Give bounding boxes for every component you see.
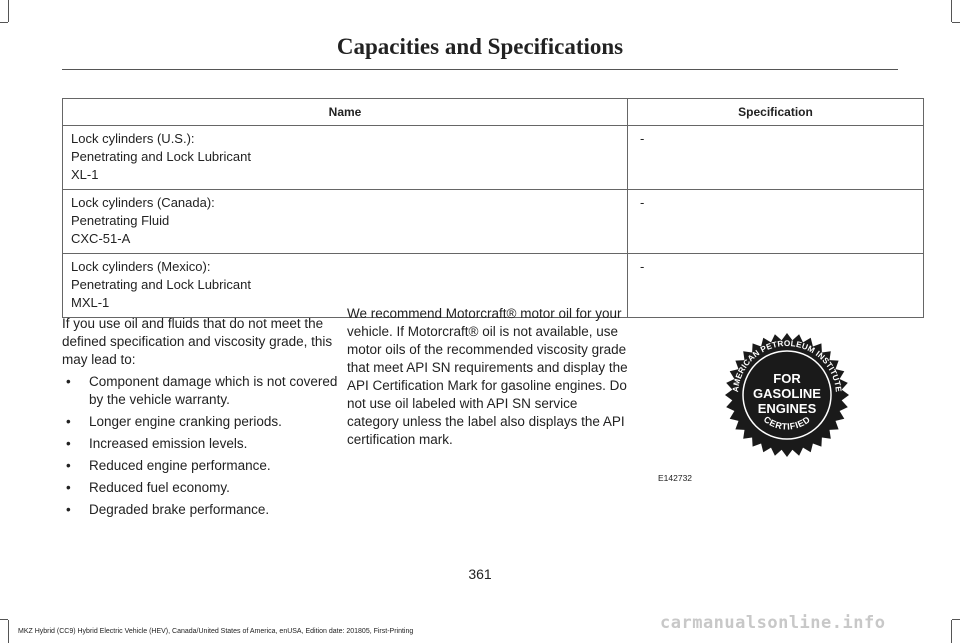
fluid-warning-section <box>62 315 342 519</box>
page-title: Capacities and Specifications <box>336 34 624 59</box>
column-header-specification: Specification <box>628 99 924 126</box>
crop-mark <box>952 619 960 620</box>
bullet-icon: • <box>66 480 71 495</box>
crop-mark <box>0 22 8 23</box>
name-cell <box>63 126 628 190</box>
intro-paragraph: If you use oil and fluids that do not meet the defined specification and viscosity grade, this may lead to: <box>62 316 333 367</box>
list-item <box>62 413 342 431</box>
bullet-icon: • <box>66 436 71 451</box>
name-line: MXL-1 <box>71 295 110 310</box>
page-number: 361 <box>468 566 492 582</box>
bullet-icon: • <box>66 374 71 389</box>
seal-ring-text: AMERICAN PETROLEUM INSTITUTE <box>731 339 843 393</box>
seal-center-line: FOR <box>773 371 801 386</box>
crop-mark <box>0 619 8 620</box>
consequence-list <box>62 373 342 519</box>
recommendation-paragraph: We recommend Motorcraft® motor oil for your vehicle. If Motorcraft® oil is not available, use motor oils of the recommended viscosity grade that meet API SN requirements and display the API Certification Mark for gasoline engines. Do not use oil labeled with API SN service category unless the label also displays the API certification mark. <box>347 306 628 447</box>
list-item <box>62 479 342 497</box>
specification-cell: - <box>628 254 924 318</box>
name-line: Lock cylinders (Canada): <box>71 195 215 210</box>
name-line: Lock cylinders (U.S.): <box>71 131 195 146</box>
column-header-name: Name <box>63 99 628 126</box>
list-item <box>62 501 342 519</box>
table-header-row <box>63 99 924 126</box>
list-item <box>62 435 342 453</box>
watermark: carmanualsonline.info <box>660 613 886 633</box>
list-item <box>62 373 342 409</box>
table-row <box>63 126 924 190</box>
name-cell <box>63 190 628 254</box>
list-item-text: Reduced fuel economy. <box>89 480 230 495</box>
seal-center-line: ENGINES <box>757 401 817 416</box>
name-line: Lock cylinders (Mexico): <box>71 259 211 274</box>
list-item-text: Increased emission levels. <box>89 436 248 451</box>
list-item-text: Reduced engine performance. <box>89 458 271 473</box>
crop-mark <box>951 620 952 643</box>
name-line: Penetrating Fluid <box>71 213 170 228</box>
name-line: CXC-51-A <box>71 231 131 246</box>
crop-mark <box>951 0 952 22</box>
name-line: Penetrating and Lock Lubricant <box>71 277 251 292</box>
list-item-text: Longer engine cranking periods. <box>89 414 282 429</box>
bullet-icon: • <box>66 502 71 517</box>
name-line: XL-1 <box>71 167 99 182</box>
api-certification-seal-icon <box>724 332 850 458</box>
bullet-icon: • <box>66 414 71 429</box>
spec-table <box>62 98 924 318</box>
specification-cell: - <box>628 126 924 190</box>
table-row <box>63 190 924 254</box>
list-item <box>62 457 342 475</box>
title-divider <box>62 69 898 70</box>
footer-text: MKZ Hybrid (CC9) Hybrid Electric Vehicle (HEV), Canada/United States of America, enUSA, Edition date: 201805, First-Printing <box>18 628 414 635</box>
crop-mark <box>8 620 9 643</box>
specification-cell: - <box>628 190 924 254</box>
list-item-text: Component damage which is not covered by the vehicle warranty. <box>89 374 338 407</box>
crop-mark <box>952 22 960 23</box>
figure-id: E142732 <box>658 473 693 483</box>
list-item-text: Degraded brake performance. <box>89 502 270 517</box>
seal-bottom-text: CERTIFIED <box>761 414 813 432</box>
seal-center-line: GASOLINE <box>753 386 821 401</box>
name-line: Penetrating and Lock Lubricant <box>71 149 251 164</box>
crop-mark <box>8 0 9 22</box>
bullet-icon: • <box>66 458 71 473</box>
oil-recommendation-section <box>347 305 632 449</box>
